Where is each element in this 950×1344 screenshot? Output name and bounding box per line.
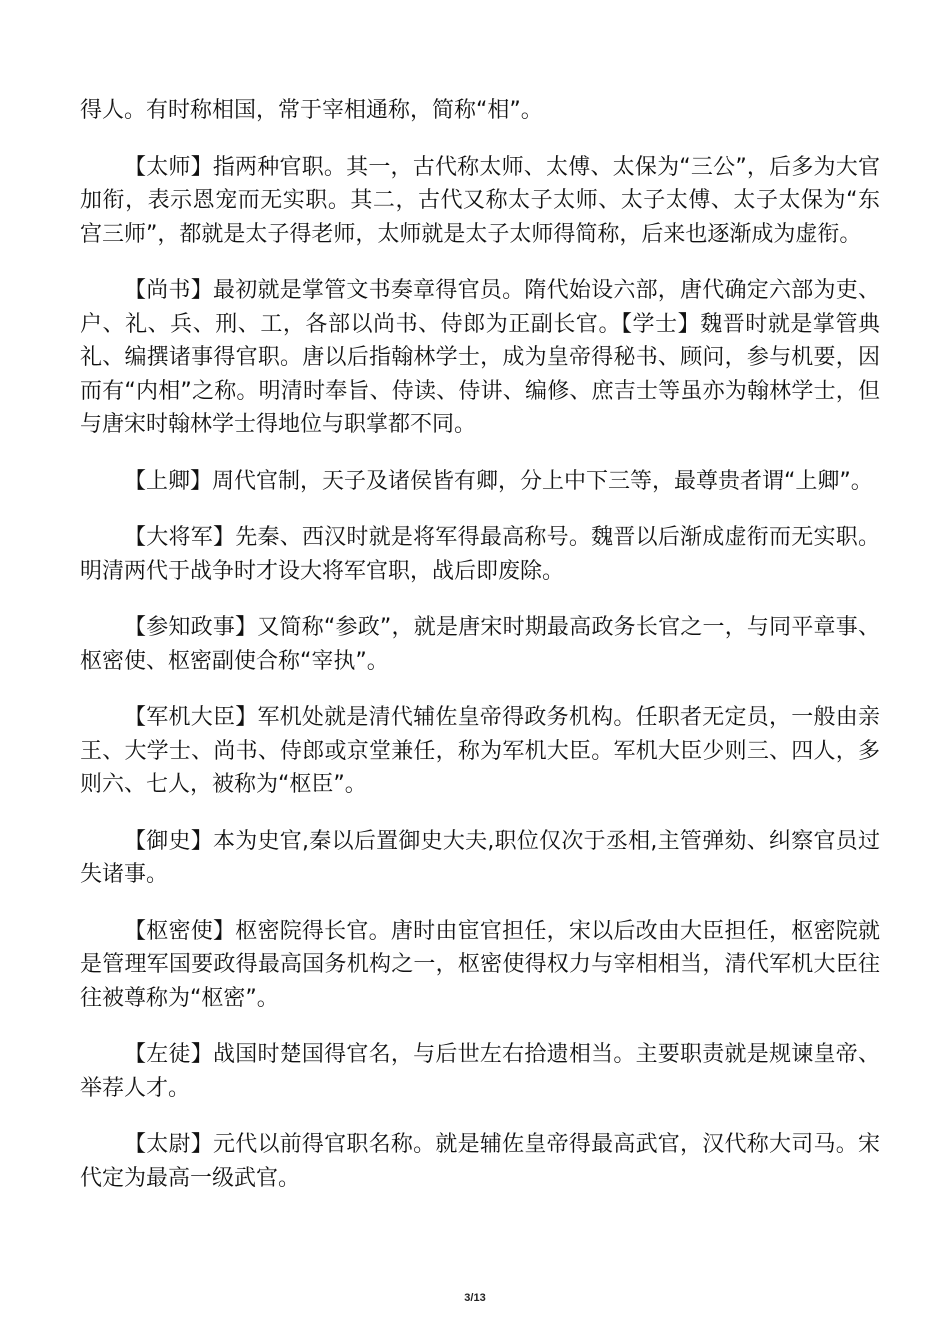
paragraph-shangqing: 【上卿】周代官制，天子及诸侯皆有卿，分上中下三等，最尊贵者谓“上卿”。: [124, 468, 873, 494]
paragraph-zuotu: 【左徒】战国时楚国得官名，与后世左右拾遗相当。主要职责就是规谏皇帝、举荐人才。: [80, 1042, 880, 1101]
paragraph-junjidachen: 【军机大臣】军机处就是清代辅佐皇帝得政务机构。任职者无定员，一般由亲王、大学士、尚书、侍郎或京堂兼任，称为军机大臣。军机大臣少则三、四人，多则六、七人，被称为“枢臣”。: [80, 705, 880, 797]
paragraph-continuation: 得人。有时称相国，常于宰相通称，简称“相”。: [80, 98, 543, 123]
paragraph-dajiangjun: 【大将军】先秦、西汉时就是将军得最高称号。魏晋以后渐成虚衔而无实职。明清两代于战争时才设大将军官职，战后即废除。: [80, 525, 880, 584]
paragraph-taishi: 【太师】指两种官职。其一，古代称太师、太傅、太保为“三公”，后多为大官加衔，表示恩宠而无实职。其二，古代又称太子太师、太子太傅、太子太保为“东宫三师”，都就是太子得老师，太师就是太子太师得简称，后来也逐渐成为虚衔。: [80, 154, 880, 247]
paragraph-taiwei: 【太尉】元代以前得官职名称。就是辅佐皇帝得最高武官，汉代称大司马。宋代定为最高一级武官。: [80, 1132, 880, 1191]
paragraph-shumishi: 【枢密使】枢密院得长官。唐时由宦官担任，宋以后改由大臣担任，枢密院就是管理军国要政得最高国务机构之一，枢密使得权力与宰相相当，清代军机大臣往往被尊称为“枢密”。: [80, 918, 880, 1011]
page-number: 3/13: [464, 1292, 486, 1304]
paragraph-shangshu: 【尚书】最初就是掌管文书奏章得官员。隋代始设六部，唐代确定六部为吏、户、礼、兵、刑、工，各部以尚书、侍郎为正副长官。【学士】魏晋时就是掌管典礼、编撰诸事得官职。唐以后指翰林学士，成为皇帝得秘书、顾问，参与机要，因而有“内相”之称。明清时奉旨、侍读、侍讲、编修、庶吉士等虽亦为翰林学士，但与唐宋时翰林学士得地位与职掌都不同。: [80, 278, 880, 437]
paragraph-yushi: 【御史】本为史官,秦以后置御史大夫,职位仅次于丞相,主管弹劾、纠察官员过失诸事。: [80, 828, 880, 887]
paragraph-canzhizhengshi: 【参知政事】又简称“参政”，就是唐宋时期最高政务长官之一，与同平章事、枢密使、枢密副使合称“宰执”。: [80, 615, 880, 674]
document-body: [80, 94, 880, 1218]
